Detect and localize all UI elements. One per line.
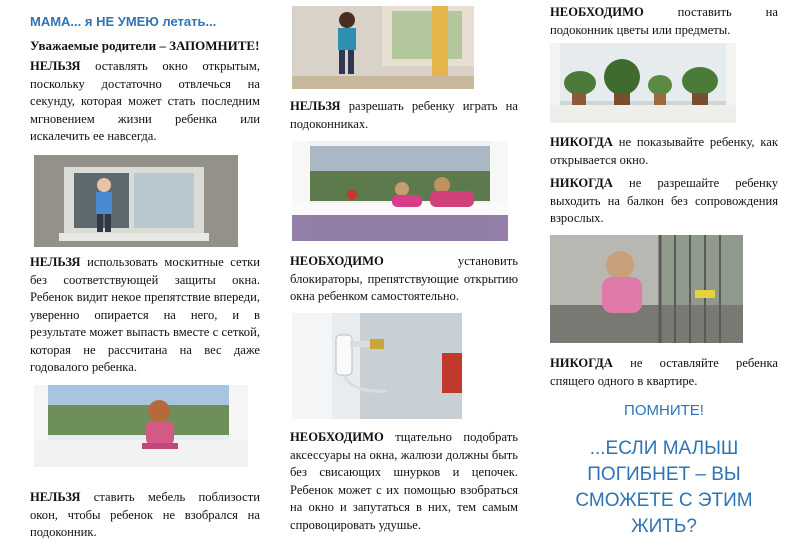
warning-question: ...ЕСЛИ МАЛЫШ ПОГИБНЕТ – ВЫ СМОЖЕТЕ С ЭТИМ ЖИТЬ? [575,438,753,537]
rule-paragraph-2 [30,254,260,377]
rule-paragraph-1 [290,98,518,133]
rule-text: поставить на подоконник цветы или предметы. [550,5,778,37]
rule-text: не разрешайте ребенку выходить на балкон без сопровождения взрослых. [550,176,778,225]
rule-text: оставлять окно открытым, поскольку достаточно отвлечься на секунду, которая может стать последним мгновением жизни ребенка или искалечить ее навсегда. [30,59,260,143]
rule-keyword: НЕЛЬЗЯ [30,490,81,504]
rule-paragraph-3 [550,175,778,228]
rule-keyword: НИКОГДА [550,176,613,190]
rule-paragraph-2 [550,134,778,169]
photo-window-lock-blocker [292,313,462,419]
remember-heading: ПОМНИТЕ! [624,402,704,419]
rule-paragraph-3 [30,489,260,542]
rule-keyword: НИКОГДА [550,135,613,149]
rule-text: разрешать ребенку играть на подоконниках. [290,99,519,131]
rule-keyword: НЕОБХОДИМО [550,5,644,19]
photo-child-in-open-window [34,155,238,247]
rule-text: не показывайте ребенку, как открывается окно. [550,135,778,167]
rule-keyword: НЕЛЬЗЯ [30,59,81,73]
rule-text: установить блокираторы, препятствующие открытию окна ребенком самостоятельно. [290,254,518,303]
rule-paragraph-4 [550,355,778,390]
leaflet-subtitle: Уважаемые родители – ЗАПОМНИТЕ! [30,38,260,53]
photo-potted-plants-on-windowsill [550,43,736,123]
rule-keyword: НИКОГДА [550,356,613,370]
rule-paragraph-1 [30,58,260,146]
photo-child-climbing-window [292,6,474,89]
rule-keyword: НЕЛЬЗЯ [290,99,341,113]
leaflet-title: МАМА... я НЕ УМЕЮ летать... [30,14,217,29]
rule-text: использовать москитные сетки без соответствующей защиты окна. Ребенок видит некое препятствие впереди, уверенно опирается на него, и в результате может выпасть вместе с сеткой, которая не рассчитана на вес даже годовалого ребенка. [30,255,260,374]
photo-child-on-balcony [550,235,743,343]
rule-text: ставить мебель поблизости окон, чтобы ребенок не взобрался на подоконник. [30,490,260,539]
rule-keyword: НЕОБХОДИМО [290,254,384,268]
rule-keyword: НЕОБХОДИМО [290,430,384,444]
photo-child-sitting-on-windowsill [34,385,248,467]
rule-text: не оставляйте ребенка спящего одного в квартире. [550,356,778,388]
rule-paragraph-3 [290,429,518,534]
photo-children-lying-on-windowsill [292,141,508,241]
rule-text: тщательно подобрать аксессуары на окна, жалюзи должны быть без свисающих шнурков и цепочек. Ребенок может с их помощью взобраться на окно и запутаться в них, тем самым спровоцировать удушье. [290,430,518,532]
rule-keyword: НЕЛЬЗЯ [30,255,81,269]
rule-paragraph-1 [550,4,778,39]
rule-paragraph-2 [290,253,518,306]
